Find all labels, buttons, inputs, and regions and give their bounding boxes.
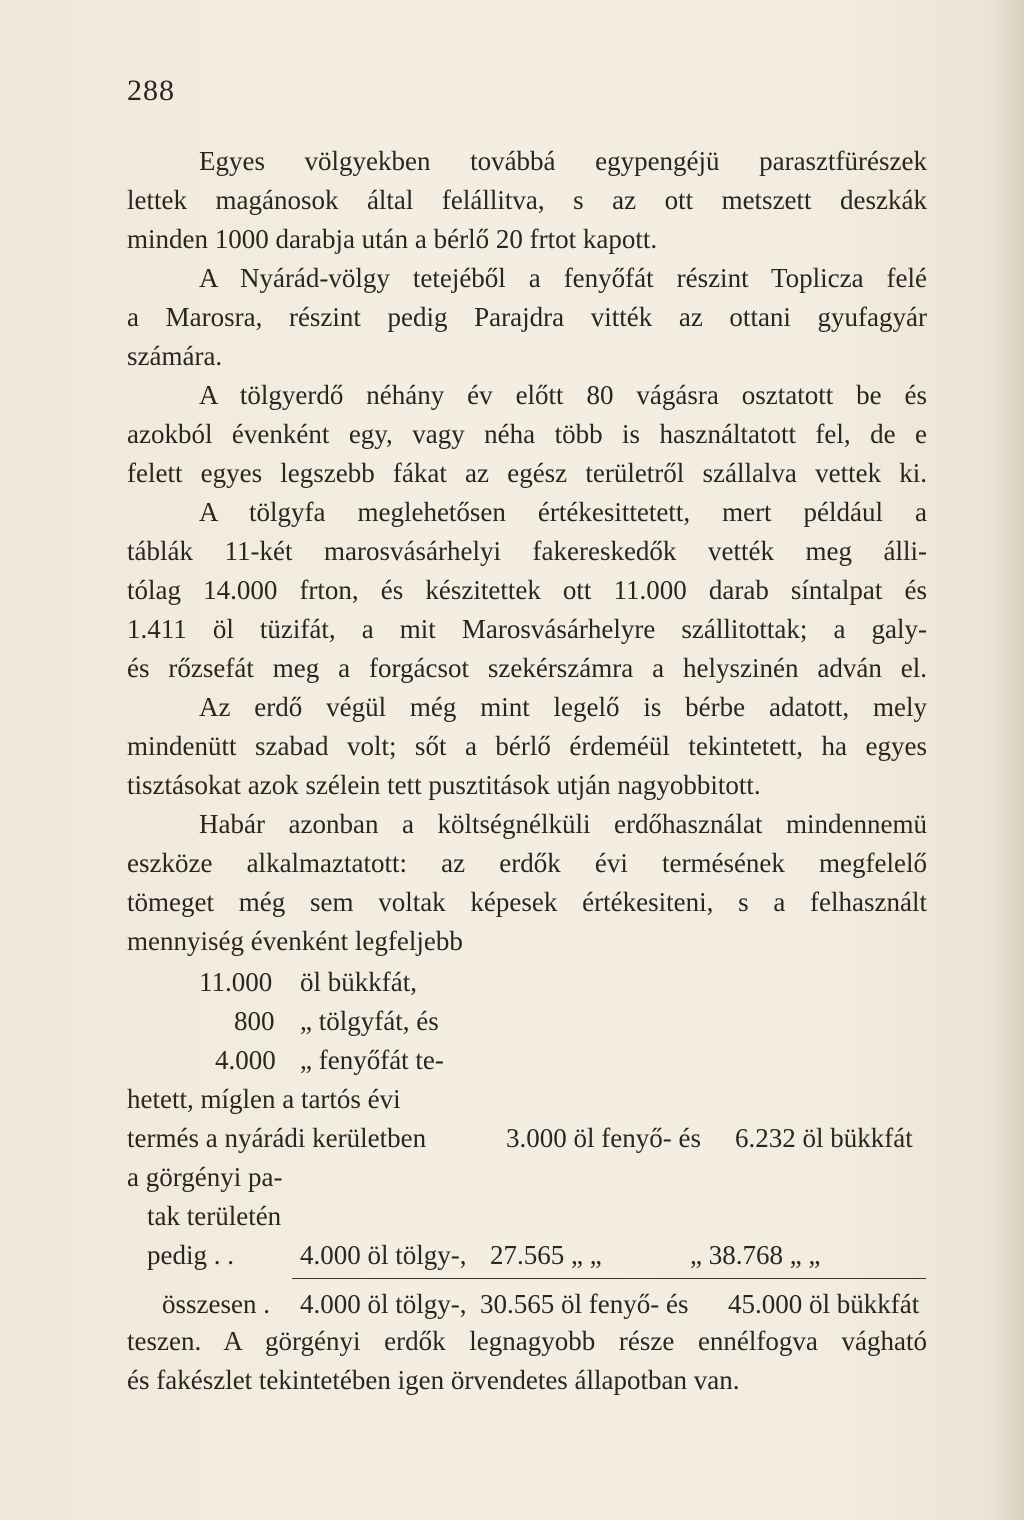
text-line: A tölgyfa meglehetősen értékesittetett, mert például a (199, 497, 927, 527)
amount-text: „ tölgyfát, és (300, 1006, 439, 1036)
text-line: mennyiség évenként legfeljebb (127, 926, 463, 956)
amount-quantity: 4.000 (215, 1045, 276, 1075)
table-cell: 4.000 öl tölgy-, (300, 1240, 467, 1270)
table-cell: „ 38.768 „ „ (690, 1240, 821, 1270)
table-cell: 3.000 öl fenyő- és (506, 1123, 701, 1153)
total-cell: 4.000 öl tölgy-, (300, 1289, 467, 1319)
text-line: Az erdő végül még mint legelő is bérbe adatott, mely (199, 692, 927, 722)
amount-quantity: 800 (234, 1006, 275, 1036)
text-line: minden 1000 darabja után a bérlő 20 frtot kapott. (127, 224, 658, 254)
text-line: felett egyes legszebb fákat az egész területről szállalva vettek ki. (127, 458, 927, 488)
text-line: A Nyárád-völgy tetejéből a fenyőfát részint Toplicza felé (199, 263, 927, 293)
table-row-label: pedig . . (147, 1240, 234, 1270)
table-cell: 6.232 öl bükkfát (735, 1123, 913, 1153)
text-line: tömeget még sem voltak képesek értékesiteni, s a felhasznált (127, 887, 927, 917)
text-line: azokból évenként egy, vagy néha több is használtatott fel, de e (127, 419, 927, 449)
text-line: termés a nyárádi kerületben (127, 1123, 427, 1153)
text-line: teszen. A görgényi erdők legnagyobb része ennélfogva vágható (127, 1326, 927, 1356)
text-line: A tölgyerdő néhány év előtt 80 vágásra osztatott be és (199, 380, 927, 410)
total-cell: 45.000 öl bükkfát (728, 1289, 920, 1319)
amount-text: öl bükkfát, (300, 967, 417, 997)
table-cell: 27.565 „ „ (490, 1240, 602, 1270)
text-line: eszköze alkalmaztatott: az erdők évi termésének megfelelő (127, 848, 927, 878)
text-line: Habár azonban a költségnélküli erdőhasználat mindennemü (199, 809, 927, 839)
total-label: összesen . (162, 1289, 270, 1319)
page-number: 288 (127, 74, 175, 107)
text-line: 1.411 öl tüzifát, a mit Marosvásárhelyre szállitottak; a galy- (127, 614, 927, 644)
text-line: lettek magánosok által felállitva, s az ott metszett deszkák (127, 185, 927, 215)
text-line: mindenütt szabad volt; sőt a bérlő érdeméül tekintetett, ha egyes (127, 731, 927, 761)
text-line: számára. (127, 341, 223, 371)
amount-quantity: 11.000 (199, 967, 273, 997)
text-line: Egyes völgyekben továbbá egypengéjü parasztfürészek (199, 146, 927, 176)
amount-text: „ fenyőfát te- (300, 1045, 444, 1075)
sum-rule (292, 1278, 926, 1279)
text-line: táblák 11-két marosvásárhelyi fakereskedők vették meg álli- (127, 536, 927, 566)
text-line: hetett, míglen a tartós évi (127, 1084, 401, 1114)
text-line: és rőzsefát meg a forgácsot szekérszámra a helyszinén adván el. (127, 653, 927, 683)
text-line: és fakészlet tekintetében igen örvendetes állapotban van. (127, 1365, 740, 1395)
text-line: tólag 14.000 frton, és készitettek ott 11.000 darab síntalpat és (127, 575, 927, 605)
text-line: a Marosra, részint pedig Parajdra vitték az ottani gyufagyár (127, 302, 927, 332)
total-cell: 30.565 öl fenyő- és (480, 1289, 689, 1319)
text-line: tak területén (147, 1201, 282, 1231)
text-line: a görgényi pa- (127, 1162, 283, 1192)
text-line: tisztásokat azok szélein tett pusztitások utján nagyobbitott. (127, 770, 761, 800)
